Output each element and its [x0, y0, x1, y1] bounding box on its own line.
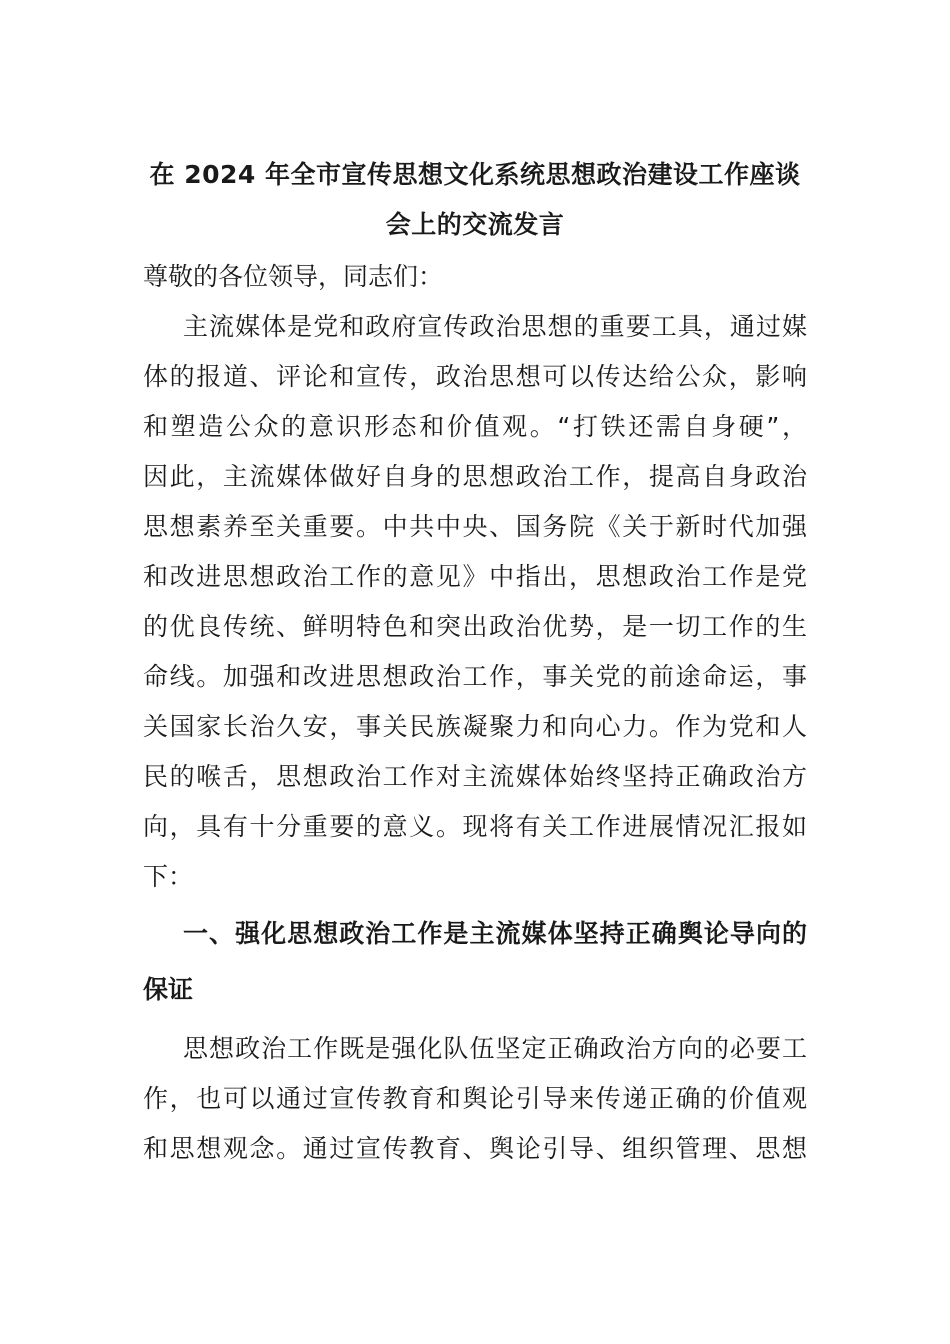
- paragraph-section-1: [143, 1024, 807, 1174]
- heading-line: 保证: [143, 975, 194, 1004]
- text-line: 和思想观念。通过宣传教育、舆论引导、组织管理、思想: [143, 1134, 807, 1163]
- text-line: 思想政治工作既是强化队伍坚定正确政治方向的必要工: [183, 1034, 807, 1063]
- text-line: 因此，主流媒体做好自身的思想政治工作，提高自身政治: [143, 462, 807, 491]
- text-line: 下：: [143, 862, 194, 891]
- text-line: 的优良传统、鲜明特色和突出政治优势，是一切工作的生: [143, 612, 807, 641]
- document-title: [143, 150, 807, 250]
- section-heading: [143, 906, 807, 1018]
- title-line: 会上的交流发言: [385, 210, 565, 239]
- text-line: 和改进思想政治工作的意见》中指出，思想政治工作是党: [143, 562, 807, 591]
- text-line: 命线。加强和改进思想政治工作，事关党的前途命运，事: [143, 662, 807, 691]
- text-line: 主流媒体是党和政府宣传政治思想的重要工具，通过媒: [183, 312, 807, 341]
- paragraph-intro: [143, 302, 807, 902]
- text-line: 向，具有十分重要的意义。现将有关工作进展情况汇报如: [143, 812, 807, 841]
- text-line: 和塑造公众的意识形态和价值观。“打铁还需自身硬”，: [143, 412, 807, 441]
- greeting: 尊敬的各位领导，同志们：: [143, 262, 444, 291]
- text-line: 思想素养至关重要。中共中央、国务院《关于新时代加强: [143, 512, 807, 541]
- text-line: 作，也可以通过宣传教育和舆论引导来传递正确的价值观: [143, 1084, 807, 1113]
- text-line: 民的喉舌，思想政治工作对主流媒体始终坚持正确政治方: [143, 762, 807, 791]
- heading-line: 一、强化思想政治工作是主流媒体坚持正确舆论导向的: [183, 919, 807, 948]
- document-body: [143, 150, 807, 1174]
- text-line: 关国家长治久安，事关民族凝聚力和向心力。作为党和人: [143, 712, 807, 741]
- title-line: 在 2024 年全市宣传思想文化系统思想政治建设工作座谈: [149, 160, 801, 189]
- text-line: 体的报道、评论和宣传，政治思想可以传达给公众，影响: [143, 362, 807, 391]
